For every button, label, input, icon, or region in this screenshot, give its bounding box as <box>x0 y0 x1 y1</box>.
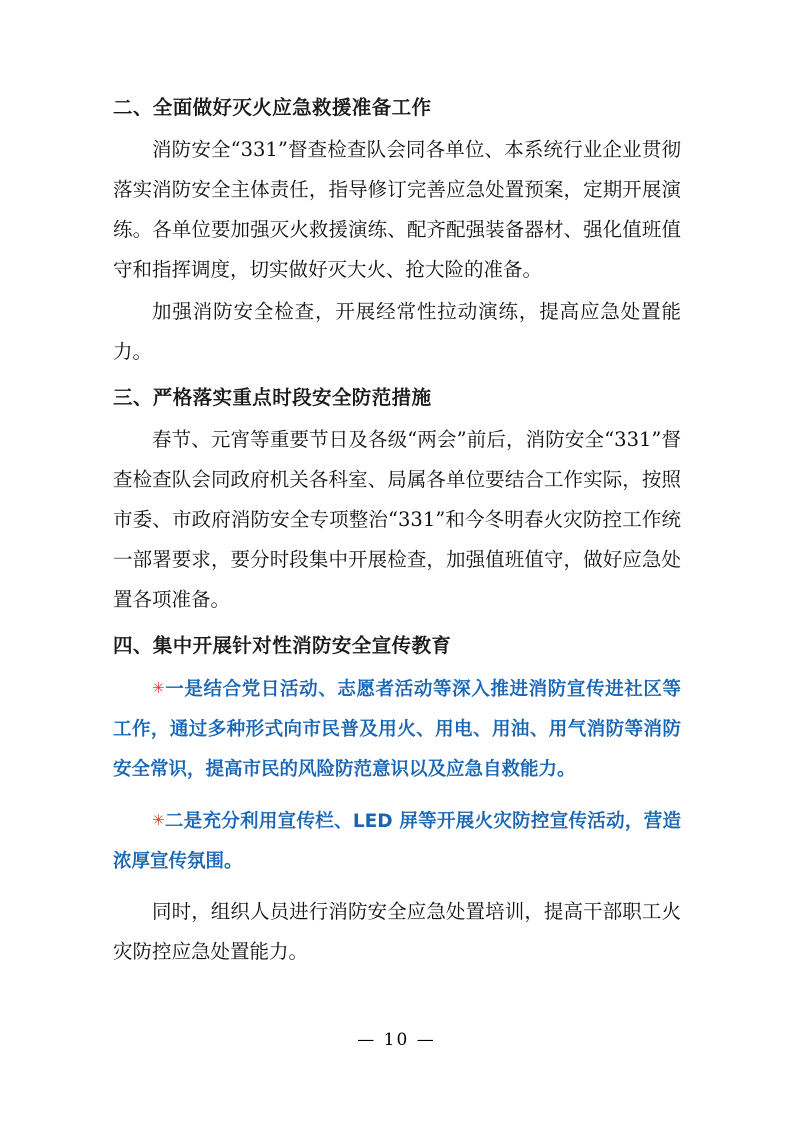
highlighted-paragraph-text: 二是充分利用宣传栏、LED 屏等开展火灾防控宣传活动，营造浓厚宣传氛围。 <box>113 811 681 872</box>
section-heading-3: 三、严格落实重点时段安全防范措施 <box>113 386 432 409</box>
section-heading-2: 二、全面做好灭火应急救援准备工作 <box>113 96 432 119</box>
page-number: — 10 — <box>357 1030 436 1050</box>
paragraph: 春节、元宵等重要节日及各级“两会”前后，消防安全“331”督查检查队会同政府机关各科室、局属各单位要结合工作实际，按照市委、市政府消防安全专项整治“331”和今冬明春火灾防控工作统一部署要求，要分时段集中开展检查，加强值班值守，做好应急处置各项准备。 <box>113 428 681 611</box>
paragraph: 消防安全“331”督查检查队会同各单位、本系统行业企业贯彻落实消防安全主体责任，指导修订完善应急处置预案，定期开展演练。各单位要加强灭火救援演练、配齐配强装备器材、强化值班值守和指挥调度，切实做好灭大火、抢大险的准备。 <box>113 138 681 281</box>
asterisk-bullet-icon: ✳ <box>152 811 165 829</box>
highlighted-paragraph <box>113 800 681 882</box>
paragraph: 同时，组织人员进行消防安全应急处置培训，提高干部职工火灾防控应急处置能力。 <box>113 900 681 963</box>
paragraph: 加强消防安全检查，开展经常性拉动演练，提高应急处置能力。 <box>113 300 681 363</box>
asterisk-bullet-icon: ✳ <box>152 679 165 697</box>
section-heading-4: 四、集中开展针对性消防安全宣传教育 <box>113 634 452 657</box>
highlighted-paragraph-text: 一是结合党日活动、志愿者活动等深入推进消防宣传进社区等工作，通过多种形式向市民普及用火、用电、用油、用气消防等消防安全常识，提高市民的风险防范意识以及应急自救能力。 <box>113 679 681 780</box>
document-body <box>113 88 681 972</box>
highlighted-paragraph <box>113 668 681 790</box>
